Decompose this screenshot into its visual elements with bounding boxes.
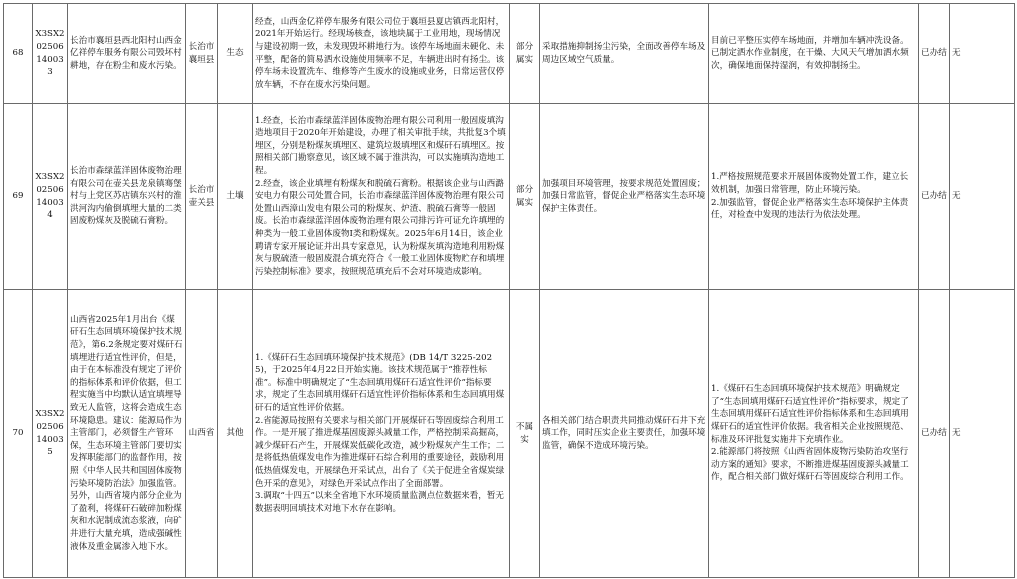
case-status: 已办结 (919, 104, 950, 290)
investigation-point: 2.经查，该企业填埋有粉煤灰和脱硫石膏粉。根据该企业与山西潞安电力有限公司处置合同，长治市森绿蓝洋固体废物治理有限公司处置山西漳山发电有限公司的粉煤灰、炉渣、脱硫石膏等一般固废。长治市森绿蓝洋固体废物治理有限公司排污许可证允许填埋的种类为一般工业固体废物I类和粉煤灰。2025年6月14日，该企业聘请专家开展论证并出具专家意见，认为粉煤灰填沟造地利用粉煤灰与脱硫渣一般固废混合填充符合《一般工业固体废物贮存和填埋污染控制标准》要求，按照规范填充后不会对环境造成影响。 (255, 178, 505, 277)
investigation-findings (253, 290, 510, 578)
pollution-type: 其他 (218, 290, 253, 578)
handling-measures: 各相关部门结合职责共同推动煤矸石井下充填工作，同时压实企业主要责任，加强环境监管，确保不造成环境污染。 (540, 290, 709, 578)
handling-measures: 采取措施抑制扬尘污染，全面改善停车场及周边区域空气质量。 (540, 4, 709, 104)
investigation-point: 3.调取“十四五”以来全省地下水环境质量监测点位数据来看，暂无数据表明回填技术对地下水存在影响。 (255, 491, 505, 514)
complaint-content: 长治市森绿蓝洋固体废物治理有限公司在壶关县龙泉镇骞堡村与上党区苏店镇东兴村的淮洪河沟内偷倒填埋大量的二类固废粉煤灰及脱硫石膏粉。 (68, 104, 186, 290)
region: 长治市襄垣县 (186, 4, 218, 104)
region: 山西省 (186, 290, 218, 578)
row-number: 70 (4, 290, 33, 578)
result-point: 1.《煤矸石生态回填环境保护技术规范》明确规定了“生态回填用煤矸石适宜性评价”指标要求，规定了生态回填用煤矸石适宜性评价指标体系和生态回填用煤矸石的适宜性评价依据。我省相关企业按照规范、标准及环评批复实施井下充填作业。 (711, 384, 909, 445)
table-row (4, 4, 1015, 104)
pollution-type: 土壤 (218, 104, 253, 290)
investigation-point: 1.经查，长治市森绿蓝洋固体废物治理有限公司利用一般固废填沟造地项目于2020年开始建设，办理了相关审批手续，共批复3个填埋区，分别是粉煤灰填埋区、建筑垃圾填埋区和煤矸石填埋区。按照相关部门勘察意见，该区域不属于淮洪沟，可以实施填沟造地工程。 (255, 115, 506, 177)
region: 长治市壶关县 (186, 104, 218, 290)
row-number: 68 (4, 4, 33, 104)
rectification-result (709, 290, 919, 578)
complaint-content: 山西省2025年1月出台《煤矸石生态回填环境保护技术规范》，第6.2条规定要对煤矸石填埋进行适宜性评价，但是，由于在本标准没有规定了评价的指标体系和评价依据，但工程实施当中均默认适宜填埋导致无人监管，这将会造成生态环境隐患。建议：能源局作为主管部门，必须督生产管环保，生态环境主管部门要切实发挥职能部门的监督作用，按照《中华人民共和国固体废物污染环境防治法》加强监管。另外，山西省境内部分企业为了盈利，将煤矸石破碎加粉煤灰和水泥制成流态浆液，向矿井进行大量充填，造成强碱性液体及重金属渗入地下水。 (68, 290, 186, 578)
case-status: 已办结 (919, 4, 950, 104)
verdict: 不属实 (510, 290, 540, 578)
table-row (4, 104, 1015, 290)
accountability: 无 (950, 290, 1015, 578)
verdict: 部分属实 (510, 104, 540, 290)
investigation-findings (253, 104, 510, 290)
accountability: 无 (950, 4, 1015, 104)
rectification-result (709, 104, 919, 290)
result-point: 1.严格按照规范要求开展固体废物处置工作，建立长效机制，加强日常管理，防止环境污染。 (711, 172, 909, 195)
result-point: 2.能源部门将按照《山西省固体废物污染防治攻坚行动方案的通知》要求，不断推进煤基固废源头减量工作，配合相关部门做好煤矸石等固废综合利用工作。 (711, 447, 909, 483)
complaint-table (3, 3, 1015, 578)
row-number: 69 (4, 104, 33, 290)
investigation-point: 1.《煤矸石生态回填环境保护技术规范》(DB 14/T 3225-2025)，于2025年4月22日开始实施。该技术规范属于“推荐性标准”。标准中明确规定了“生态回填用煤矸石适宜性评价”指标要求，规定了生态回填用煤矸石适宜性评价指标体系和生态回填用煤矸石的适宜性评价依据。 (255, 352, 505, 414)
handling-measures: 加强项目环境管理，按要求规范处置固废；加强日常监管，督促企业严格落实生态环境保护主体责任。 (540, 104, 709, 290)
accountability: 无 (950, 104, 1015, 290)
rectification-result: 目前已平整压实停车场地面，并增加车辆冲洗设备。已制定洒水作业制度，在干燥、大风天气增加洒水频次，确保地面保持湿润，有效抑制扬尘。 (709, 4, 919, 104)
pollution-type: 生态 (218, 4, 253, 104)
case-code: X3SX202506140034 (33, 104, 68, 290)
case-code: X3SX202506140035 (33, 290, 68, 578)
case-status: 已办结 (919, 290, 950, 578)
table-row (4, 290, 1015, 578)
investigation-point: 2.省能源局按照有关要求与相关部门开展煤矸石等固废综合利用工作。一是开展了推进煤基固废源头减量工作，严格控制采高掘高，减少煤矸石产生，开展煤炭低碳化改造，减少粉煤灰产生工作；二是将低热值煤发电作为推进煤矸石综合利用的重要途径，鼓励利用低热值煤发电，开展绿色开采试点，出台了《关于促进全省煤炭绿色开采的意见》，对绿色开采试点作出了全面部署。 (255, 415, 505, 489)
result-point: 2.加强监管，督促企业严格落实生态环境保护主体责任，对检查中发现的违法行为依法处理。 (711, 197, 909, 221)
investigation-findings: 经查，山西金亿祥停车服务有限公司位于襄垣县夏店镇西北阳村，2021年开始运行。经现场核查，该地块属于工业用地，现场情况与建设初期一致，未发现毁坏耕地行为。该停车场地面未硬化、未平整，配备的简易洒水设施使用频率不足，车辆进出时有扬尘。该停车场未设置洗车、维修等产生废水的设施或业务，日常运营仅停放车辆，不存在废水污染问题。 (253, 4, 510, 104)
case-code: X3SX202506140033 (33, 4, 68, 104)
verdict: 部分属实 (510, 4, 540, 104)
complaint-content: 长治市襄垣县西北阳村山西金亿祥停车服务有限公司毁坏村耕地，存在粉尘和废水污染。 (68, 4, 186, 104)
